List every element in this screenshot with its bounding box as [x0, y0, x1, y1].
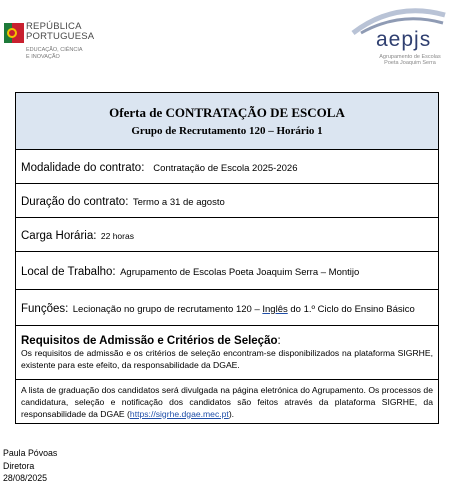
offer-subtitle: Grupo de Recrutamento 120 – Horário 1 — [131, 125, 323, 137]
funcoes-value: Lecionação no grupo de recrutamento 120 – Inglês do 1.º Ciclo do Ensino Básico — [72, 303, 415, 315]
local-value: Agrupamento de Escolas Poeta Joaquim Serra – Montijo — [120, 266, 360, 278]
signatory-name: Paula Póvoas — [3, 448, 58, 458]
modalidade-value: Contratação de Escola 2025-2026 — [153, 162, 298, 174]
requisitos-heading: Requisitos de Admissão e Critérios de Seleção: — [21, 334, 281, 347]
info-text: A lista de graduação dos candidatos será divulgada na página eletrónica do Agrupamento. Os processos de candidatura, seleção e notificação dos candidatos são feitos através da plataforma SIGRHE, da responsabilidade da DGAE (https://sigrhe.dgae.mec.pt). — [21, 384, 433, 419]
page-header — [0, 0, 454, 80]
offer-title-cell — [16, 93, 439, 150]
duracao-value: Termo a 31 de agosto — [132, 196, 225, 208]
ministry-name: EDUCAÇÃO, CIÊNCIA E INOVAÇÃO — [26, 47, 83, 60]
offer-table — [15, 92, 439, 424]
aepjs-subtitle: Agrupamento de Escolas Poeta Joaquim Serra — [379, 54, 441, 66]
sigrhe-link[interactable]: https://sigrhe.dgae.mec.pt — [129, 408, 229, 419]
signature-block — [3, 447, 57, 485]
funcoes-label: Funções: — [21, 302, 69, 315]
republica-portuguesa-title: REPÚBLICA PORTUGUESA — [26, 21, 95, 42]
requisitos-row — [16, 326, 439, 380]
modalidade-label: Modalidade do contrato — [21, 161, 142, 174]
funcoes-row — [16, 290, 439, 326]
modalidade-row: Modalidade do contrato: Contratação de Escola 2025-2026 — [16, 150, 439, 184]
duracao-row — [16, 184, 439, 218]
requisitos-text: Os requisitos de admissão e os critérios de seleção encontram-se disponibilizados na plataforma SIGRHE, existente para este efeito, da responsabilidade da DGAE. — [21, 347, 433, 370]
carga-value: 22 horas — [100, 230, 134, 241]
offer-title: Oferta de CONTRATAÇÃO DE ESCOLA — [109, 105, 345, 120]
local-row — [16, 252, 439, 290]
aepjs-wordmark: aepjs — [376, 28, 432, 51]
signatory-role: Diretora — [3, 460, 35, 471]
signature-date: 28/08/2025 — [3, 473, 48, 483]
duracao-label: Duração do contrato: — [21, 195, 129, 208]
carga-row — [16, 218, 439, 252]
info-row — [16, 380, 439, 424]
local-label: Local de Trabalho: — [21, 265, 116, 278]
carga-label: Carga Horária: — [21, 229, 97, 242]
